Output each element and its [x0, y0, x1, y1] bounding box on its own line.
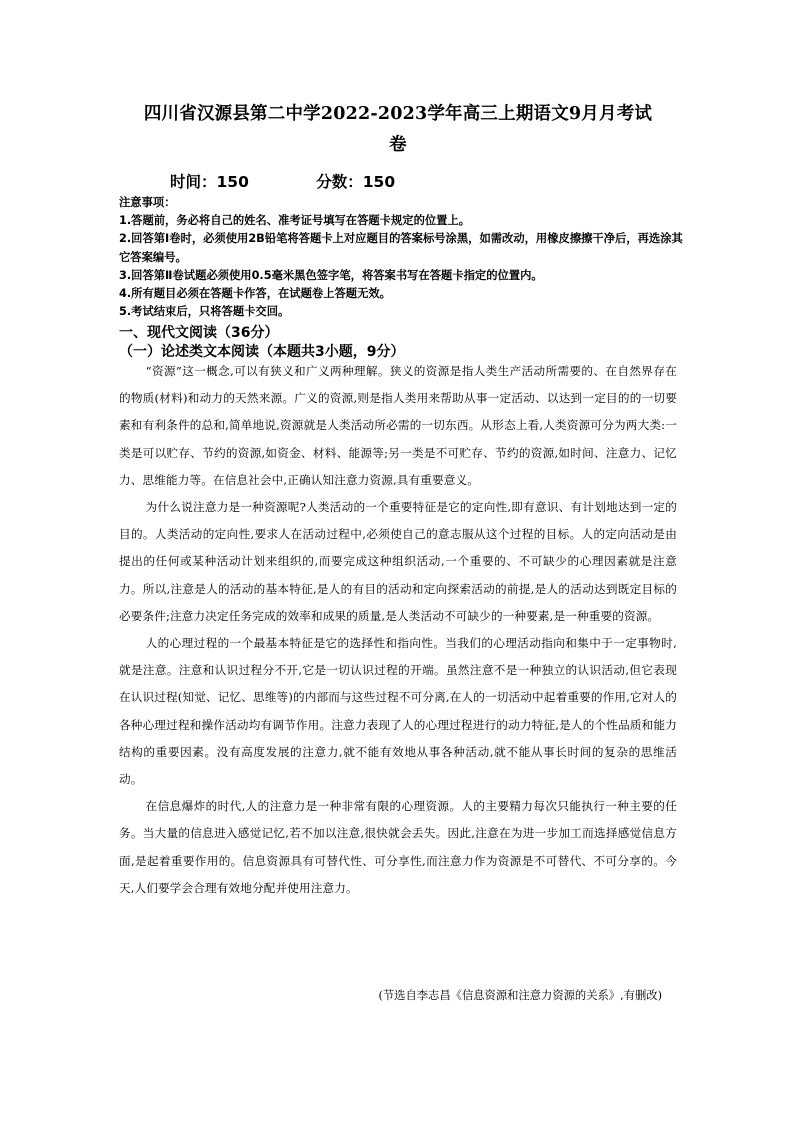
passage-paragraph: 为什么说注意力是一种资源呢?人类活动的一个重要特征是它的定向性,即有意识、有计划地达到一定的目的。人类活动的定向性,要求人在活动过程中,必须使自己的意志服从这个过程的目标。人的定向活动是由提出的任何或某种活动计划来组织的,而要完成这种组织活动,一个重要的、不可缺少的心理因素就是注意力。所以,注意是人的活动的基本特征,是人的有目的活动和定向探索活动的前提,是人的活动达到既定目标的必要条件;注意力决定任务完成的效率和成果的质量,是人类活动不可缺少的一种要素,是一种重要的资源。: [119, 500, 677, 623]
instructions: [119, 194, 689, 321]
exam-meta: [170, 171, 395, 193]
instructions-heading: 注意事项：: [119, 196, 176, 209]
instruction-item: 2.回答第Ⅰ卷时，必须使用2B铅笔将答题卡上对应题目的答案标号涂黑，如需改动，用橡皮擦擦干净后，再选涂其它答案编号。: [119, 232, 683, 264]
passage-source: (节选自李志昌《信息资源和注意力资源的关系》,有删改): [378, 989, 662, 1002]
instruction-item: 4.所有题目必须在答题卡作答，在试题卷上答题无效。: [119, 287, 391, 301]
exam-title-line-2: 卷: [389, 135, 407, 155]
exam-title-line-1: 四川省汉源县第二中学2022-2023学年高三上期语文9月月考试: [143, 104, 653, 124]
instruction-item: 3.回答第Ⅱ卷试题必须使用0.5毫米黑色签字笔，将答案书写在答题卡指定的位置内。: [119, 268, 543, 282]
score-label: 分数：150: [316, 173, 396, 191]
subsection-heading: （一）论述类文本阅读（本题共3小题，9分）: [119, 344, 405, 360]
section-heading: 一、现代文阅读（36分）: [119, 325, 279, 341]
reading-passage: [119, 358, 677, 902]
instruction-item: 1.答题前，务必将自己的姓名、准考证号填写在答题卡规定的位置上。: [119, 214, 471, 228]
passage-paragraph: “资源”这一概念,可以有狭义和广义两种理解。狭义的资源是指人类生产活动所需要的、在自然界存在的物质(材料)和动力的天然来源。广义的资源,则是指人类用来帮助从事一定活动、以达到一定目的的一切要素和有利条件的总和,简单地说,资源就是人类活动所必需的一切东西。从形态上看,人类资源可分为两大类:一类是可以贮存、节约的资源,如资金、材料、能源等;另一类是不可贮存、节约的资源,如时间、注意力、记忆力、思维能力等。在信息社会中,正确认知注意力资源,具有重要意义。: [119, 364, 677, 487]
passage-paragraph: 人的心理过程的一个最基本特征是它的选择性和指向性。当我们的心理活动指向和集中于一定事物时,就是注意。注意和认识过程分不开,它是一切认识过程的开端。虽然注意不是一种独立的认识活动,但它表现在认识过程(知觉、记忆、思维等)的内部而与这些过程不可分离,在人的一切活动中起着重要的作用,它对人的各种心理过程和操作活动均有调节作用。注意力表现了人的心理过程进行的动力特征,是人的个性品质和能力结构的重要因素。没有高度发展的注意力,就不能有效地从事各种活动,就不能从事长时间的复杂的思维活动。: [119, 636, 677, 787]
time-label: 时间：150: [170, 173, 249, 191]
passage-paragraph: 在信息爆炸的时代,人的注意力是一种非常有限的心理资源。人的主要精力每次只能执行一种主要的任务。当大量的信息进入感觉记忆,若不加以注意,很快就会丢失。因此,注意在为进一步加工而选择感觉信息方面,是起着重要作用的。信息资源具有可替代性、可分享性,而注意力作为资源是不可替代、不可分享的。今天,人们要学会合理有效地分配并使用注意力。: [119, 799, 677, 895]
instruction-item: 5.考试结束后，只将答题卡交回。: [119, 305, 290, 319]
